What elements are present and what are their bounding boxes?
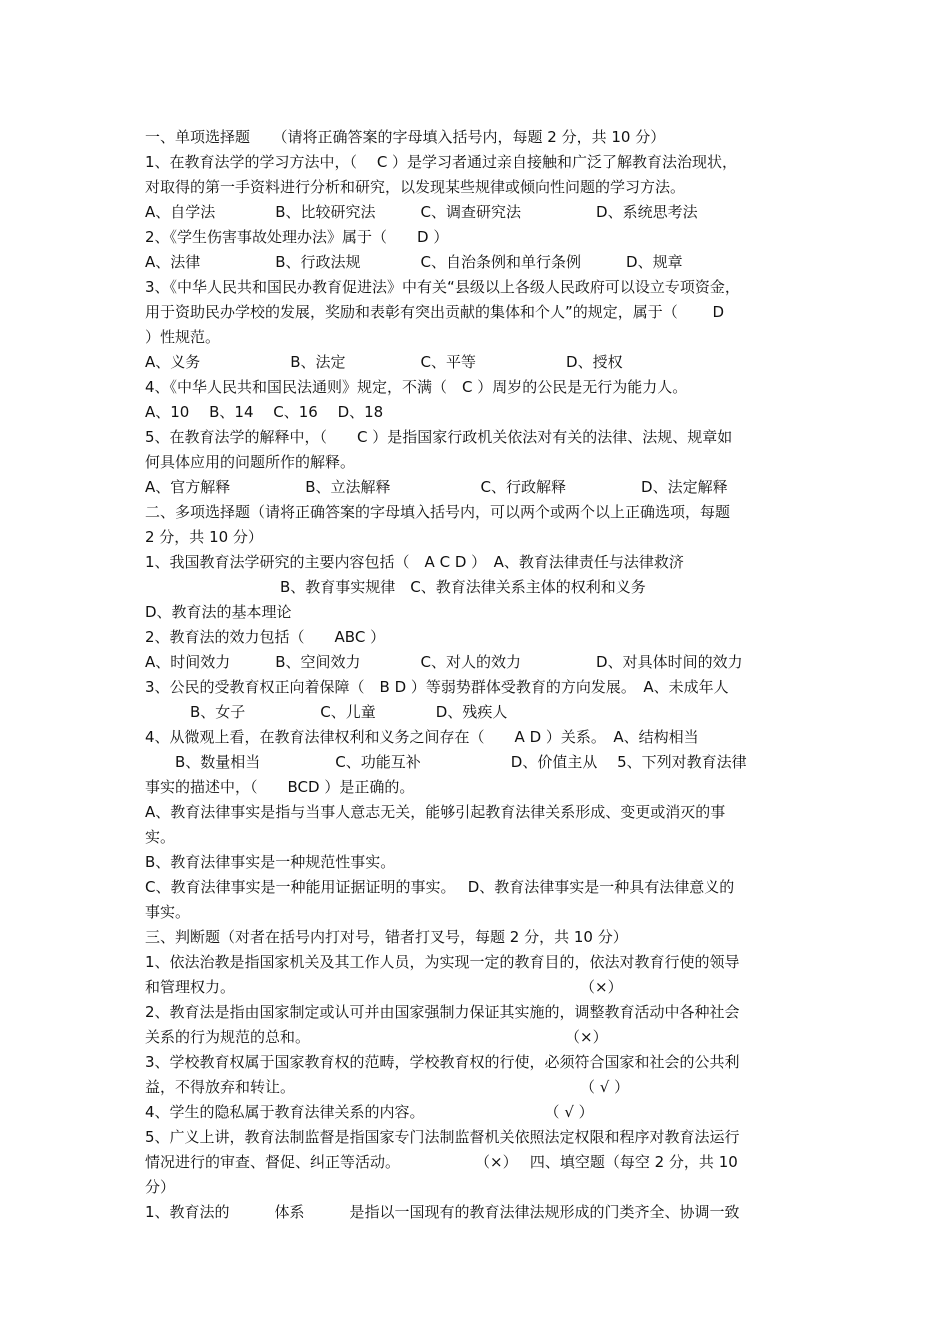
- question-line: 3、学校教育权属于国家教育权的范畴，学校教育权的行使，必须符合国家和社会的公共利: [145, 1053, 740, 1071]
- question-line: 1、在教育法学的学习方法中，（ C ）是学习者通过亲自接触和广泛了解教育法治现状，: [145, 153, 738, 171]
- section-4-heading: 分）: [145, 1178, 176, 1196]
- section-1-heading: 一、单项选择题 （请将正确答案的字母填入括号内，每题 2 分，共 10 分）: [145, 128, 666, 146]
- question-line: 1、依法治教是指国家机关及其工作人员，为实现一定的教育目的，依法对教育行使的领导: [145, 953, 740, 971]
- question-line: 关系的行为规范的总和。 （×）: [145, 1028, 608, 1046]
- question-line: 4、《中华人民共和国民法通则》规定，不满（ C ）周岁的公民是无行为能力人。: [145, 378, 688, 396]
- question-line: 情况进行的审查、督促、纠正等活动。 （×） 四、填空题（每空 2 分，共 10: [145, 1153, 738, 1171]
- section-3-heading: 三、判断题（对者在括号内打对号，错者打叉号，每题 2 分，共 10 分）: [145, 928, 628, 946]
- question-line: 1、我国教育法学研究的主要内容包括（ A C D ） A、教育法律责任与法律救济: [145, 553, 684, 571]
- question-line: 3、《中华人民共和国民办教育促进法》中有关“县级以上各级人民政府可以设立专项资金，: [145, 278, 740, 296]
- question-line: 2、教育法的效力包括（ ABC ）: [145, 628, 386, 646]
- options-line: A、时间效力 B、空间效力 C、对人的效力 D、对具体时间的效力: [145, 653, 743, 671]
- question-line: 2、《学生伤害事故处理办法》属于（ D ）: [145, 228, 449, 246]
- question-line: 事实的描述中，（ BCD ）是正确的。: [145, 778, 415, 796]
- option-line: C、教育法律事实是一种能用证据证明的事实。 D、教育法律事实是一种具有法律意义的: [145, 878, 735, 896]
- options-line: A、10 B、14 C、16 D、18: [145, 403, 384, 421]
- question-line: 5、广义上讲，教育法制监督是指国家专门法制监督机关依照法定权限和程序对教育法运行: [145, 1128, 740, 1146]
- options-line: A、自学法 B、比较研究法 C、调查研究法 D、系统思考法: [145, 203, 698, 221]
- options-line: B、数量相当 C、功能互补 D、价值主从 5、下列对教育法律: [145, 753, 747, 771]
- option-line: 事实。: [145, 903, 191, 921]
- options-line: B、女子 C、儿童 D、残疾人: [145, 703, 508, 721]
- options-line: A、义务 B、法定 C、平等 D、授权: [145, 353, 623, 371]
- question-line: 4、从微观上看，在教育法律权利和义务之间存在（ A D ）关系。 A、结构相当: [145, 728, 699, 746]
- options-line: B、教育事实规律 C、教育法律关系主体的权利和义务: [145, 578, 646, 596]
- section-2-heading: 二、多项选择题（请将正确答案的字母填入括号内，可以两个或两个以上正确选项，每题: [145, 503, 731, 521]
- options-line: A、官方解释 B、立法解释 C、行政解释 D、法定解释: [145, 478, 728, 496]
- question-line: ）性规范。: [145, 328, 221, 346]
- option-line: 实。: [145, 828, 176, 846]
- options-line: A、法律 B、行政法规 C、自治条例和单行条例 D、规章: [145, 253, 683, 271]
- options-line: D、教育法的基本理论: [145, 603, 292, 621]
- option-line: B、教育法律事实是一种规范性事实。: [145, 853, 396, 871]
- question-line: 3、公民的受教育权正向着保障（ B D ）等弱势群体受教育的方向发展。 A、未成年人: [145, 678, 729, 696]
- question-line: 1、教育法的 体系 是指以一国现有的教育法律法规形成的门类齐全、协调一致: [145, 1203, 740, 1221]
- question-line: 和管理权力。 （×）: [145, 978, 623, 996]
- question-line: 2、教育法是指由国家制定或认可并由国家强制力保证其实施的，调整教育活动中各种社会: [145, 1003, 740, 1021]
- option-line: A、教育法律事实是指与当事人意志无关，能够引起教育法律关系形成、变更或消灭的事: [145, 803, 726, 821]
- question-line: 益，不得放弃和转让。 （ √ ）: [145, 1078, 630, 1096]
- question-line: 何具体应用的问题所作的解释。: [145, 453, 356, 471]
- question-line: 5、在教育法学的解释中，（ C ）是指国家行政机关依法对有关的法律、法规、规章如: [145, 428, 733, 446]
- question-line: 对取得的第一手资料进行分析和研究，以发现某些规律或倾向性问题的学习方法。: [145, 178, 686, 196]
- section-2-heading: 2 分，共 10 分）: [145, 528, 263, 546]
- question-line: 用于资助民办学校的发展，奖励和表彰有突出贡献的集体和个人”的规定，属于（ D: [145, 303, 725, 321]
- question-line: 4、学生的隐私属于教育法律关系的内容。 （ √ ）: [145, 1103, 594, 1121]
